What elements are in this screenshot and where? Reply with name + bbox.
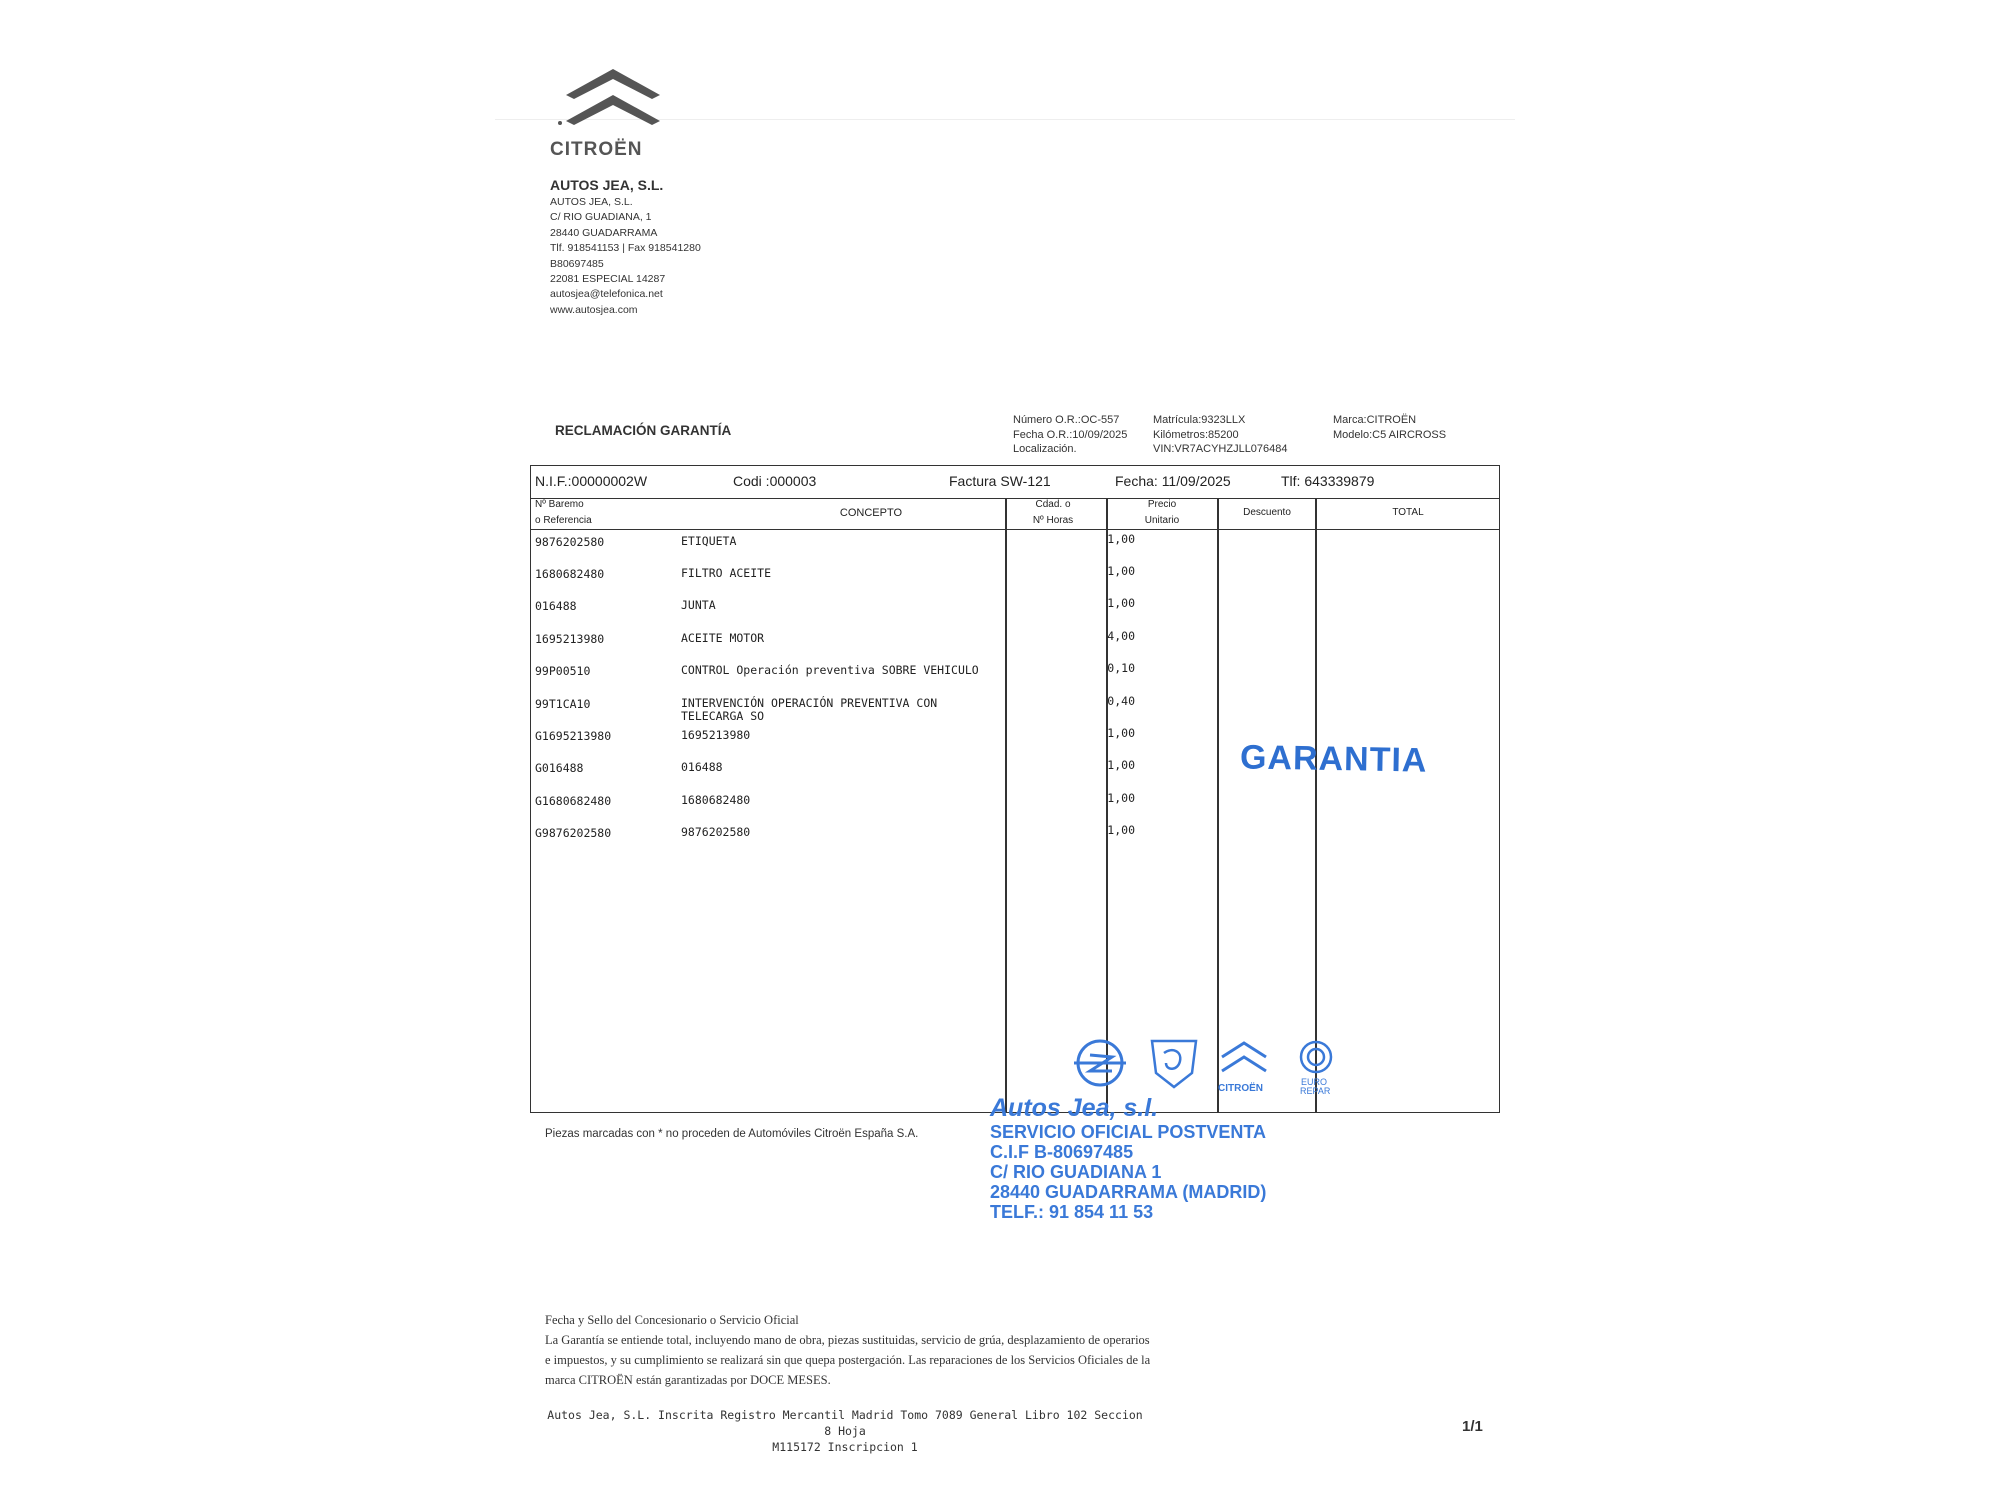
stamp-address: C/ RIO GUADIANA 1	[990, 1162, 1162, 1182]
col-descuento: Descuento	[1243, 507, 1291, 518]
page-number: 1/1	[1462, 1418, 1483, 1435]
stamp-company: Autos Jea, s.l.	[990, 1094, 1159, 1122]
claim-table	[530, 465, 1500, 1113]
eurorepar-label-1: EURO	[1301, 1077, 1328, 1087]
table-row: 016488 JUNTA 1,00	[535, 596, 1135, 613]
company-email[interactable]: autosjea@telefonica.net	[550, 288, 663, 301]
garantia-stamp: GARANTIA	[1239, 738, 1428, 780]
company-name: AUTOS JEA, S.L.	[550, 177, 664, 193]
brand-logos	[1068, 1035, 1348, 1095]
company-line: 28440 GUADARRAMA	[550, 226, 658, 239]
table-row: 1695213980 ACEITE MOTOR 4,00	[535, 629, 1135, 646]
citroen-chevrons-icon	[548, 65, 678, 125]
citroen-icon	[1222, 1043, 1266, 1071]
table-row: 1680682480 FILTRO ACEITE 1,00	[535, 564, 1135, 581]
col-precio: Precio Unitario	[1144, 499, 1180, 526]
location: Localización.	[1013, 443, 1077, 455]
column-headers	[531, 498, 1499, 530]
parts-note: Piezas marcadas con * no proceden de Automóviles Citroën España S.A.	[545, 1128, 919, 1140]
stamp-city: 28440 GUADARRAMA (MADRID)	[990, 1182, 1267, 1202]
mileage: Kilómetros:85200	[1153, 428, 1239, 441]
company-address	[550, 195, 701, 318]
opel-icon	[1074, 1041, 1126, 1085]
eurorepar-label-2: REPAR	[1300, 1086, 1331, 1095]
model: Modelo:C5 AIRCROSS	[1333, 428, 1447, 441]
stamp-phone: TELF.: 91 854 11 53	[990, 1202, 1154, 1222]
table-row: 99T1CA10 INTERVENCIÓN OPERACIÓN PREVENTIVA CON TELECARGA SO 0,40	[535, 694, 1135, 723]
eurorepar-icon	[1301, 1042, 1331, 1072]
company-cif: B80697485	[550, 257, 604, 270]
client-code: Codi :000003	[733, 473, 817, 489]
document-title: RECLAMACIÓN GARANTÍA	[555, 423, 732, 438]
brand-info	[1333, 413, 1446, 442]
stamp-cif: C.I.F B-80697485	[990, 1142, 1134, 1162]
vin: VIN:VR7ACYHZJLL076484	[1153, 443, 1288, 455]
legal-block	[545, 1310, 1155, 1390]
nif: N.I.F.:00000002W	[535, 473, 648, 489]
col-total: TOTAL	[1392, 507, 1424, 518]
registry-footer: Autos Jea, S.L. Inscrita Registro Mercantil Madrid Tomo 7089 General Libro 102 Seccion 8 Hoja M115172 Inscripcion 1	[547, 1408, 1143, 1454]
company-line: AUTOS JEA, S.L.	[550, 196, 633, 208]
table-row: G016488 016488 1,00	[535, 758, 1135, 775]
citroen-logo-text: CITROËN	[550, 139, 643, 160]
order-info	[1013, 413, 1127, 457]
peugeot-icon	[1152, 1041, 1196, 1087]
table-row: 99P00510 CONTROL Operación preventiva SOBRE VEHICULO 0,10	[535, 661, 1135, 678]
table-row: 9876202580 ETIQUETA 1,00	[535, 532, 1135, 549]
company-line: C/ RIO GUADIANA, 1	[550, 211, 652, 224]
invoice-date: Fecha: 11/09/2025	[1115, 473, 1231, 489]
legal-text: La Garantía se entiende total, incluyendo mano de obra, piezas sustituidas, servicio de grúa, desplazamiento de operarios e impuestos, y su cumplimiento se realizará sin que quepa postergación. Las reparaciones de los Servicios Oficiales de la marca CITROËN están garantizadas por DOCE MESES.	[545, 1333, 1151, 1387]
col-cantidad: Cdad. o Nº Horas	[1032, 499, 1074, 526]
invoice-number: Factura SW-121	[949, 473, 1051, 489]
brand: Marca:CITROËN	[1333, 414, 1417, 426]
company-line: 22081 ESPECIAL 14287	[550, 273, 666, 286]
col-concepto: CONCEPTO	[839, 507, 903, 519]
order-date: Fecha O.R.:10/09/2025	[1013, 428, 1128, 441]
plate: Matrícula:9323LLX	[1153, 414, 1246, 426]
stamp-line: SERVICIO OFICIAL POSTVENTA	[990, 1122, 1267, 1142]
legal-heading: Fecha y Sello del Concesionario o Servicio Oficial	[545, 1313, 799, 1327]
table-row: G1695213980 1695213980 1,00	[535, 726, 1135, 743]
col-ref: Nº Baremo o Referencia	[535, 499, 592, 526]
vehicle-info	[1153, 413, 1288, 457]
table-row: G9876202580 9876202580 1,00	[535, 823, 1135, 840]
table-header-row	[531, 466, 1499, 499]
citroen-brand-label: CITROËN	[1218, 1083, 1263, 1094]
phone: Tlf: 643339879	[1281, 473, 1375, 489]
order-number: Número O.R.:OC-557	[1013, 414, 1120, 426]
company-website[interactable]: www.autosjea.com	[550, 303, 638, 316]
company-phone: Tlf. 918541153 | Fax 918541280	[550, 242, 701, 255]
table-row: G1680682480 1680682480 1,00	[535, 791, 1135, 808]
